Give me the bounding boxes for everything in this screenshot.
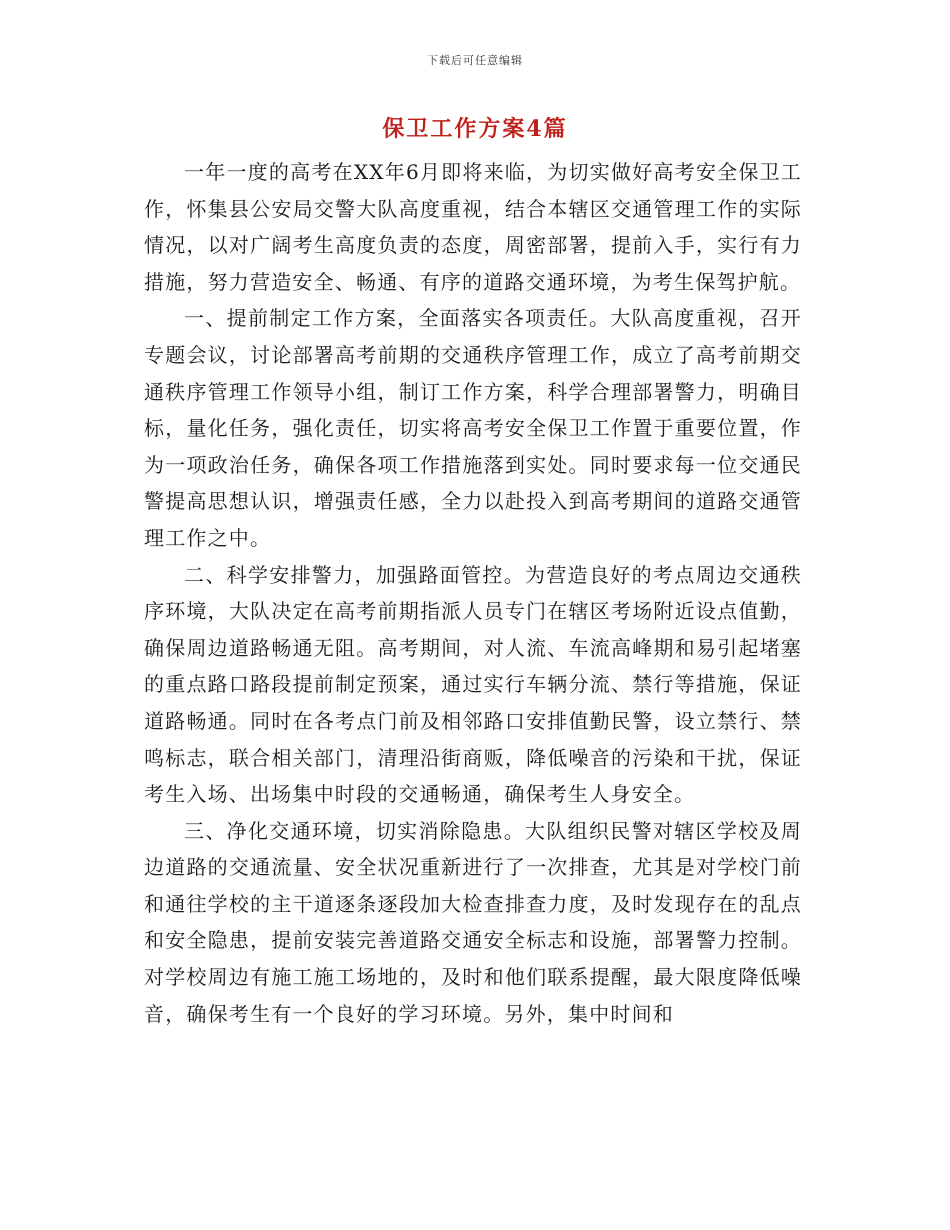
document-body xyxy=(144,154,802,1032)
document-title: 保卫工作方案4篇 xyxy=(382,116,568,142)
paragraph-section-2: 二、科学安排警力，加强路面管控。为营造良好的考点周边交通秩序环境，大队决定在高考前期指派人员专门在辖区考场附近设点值勤，确保周边道路畅通无阻。高考期间，对人流、车流高峰期和易引起堵塞的重点路口路段提前制定预案，通过实行车辆分流、禁行等措施，保证道路畅通。同时在各考点门前及相邻路口安排值勤民警，设立禁行、禁鸣标志，联合相关部门，清理沿街商贩，降低噪音的污染和干扰，保证考生入场、出场集中时段的交通畅通，确保考生人身安全。 xyxy=(144,562,802,807)
paragraph-section-1: 一、提前制定工作方案，全面落实各项责任。大队高度重视，召开专题会议，讨论部署高考前期的交通秩序管理工作，成立了高考前期交通秩序管理工作领导小组，制订工作方案，科学合理部署警力，明确目标，量化任务，强化责任，切实将高考安全保卫工作置于重要位置，作为一项政治任务，确保各项工作措施落到实处。同时要求每一位交通民警提高思想认识，增强责任感，全力以赴投入到高考期间的道路交通管理工作之中。 xyxy=(144,306,802,550)
paragraph-section-3: 三、净化交通环境，切实消除隐患。大队组织民警对辖区学校及周边道路的交通流量、安全状况重新进行了一次排查，尤其是对学校门前和通往学校的主干道逐条逐段加大检查排查力度，及时发现存在的乱点和安全隐患，提前安装完善道路交通安全标志和设施，部署警力控制。对学校周边有施工施工场地的，及时和他们联系提醒，最大限度降低噪音，确保考生有一个良好的学习环境。另外，集中时间和 xyxy=(144,818,802,1026)
paragraph-intro: 一年一度的高考在XX年6月即将来临，为切实做好高考安全保卫工作，怀集县公安局交警大队高度重视，结合本辖区交通管理工作的实际情况，以对广阔考生高度负责的态度，周密部署，提前入手，实行有力措施，努力营造安全、畅通、有序的道路交通环境，为考生保驾护航。 xyxy=(144,160,802,294)
header-note: 下载后可任意编辑 xyxy=(427,54,523,67)
